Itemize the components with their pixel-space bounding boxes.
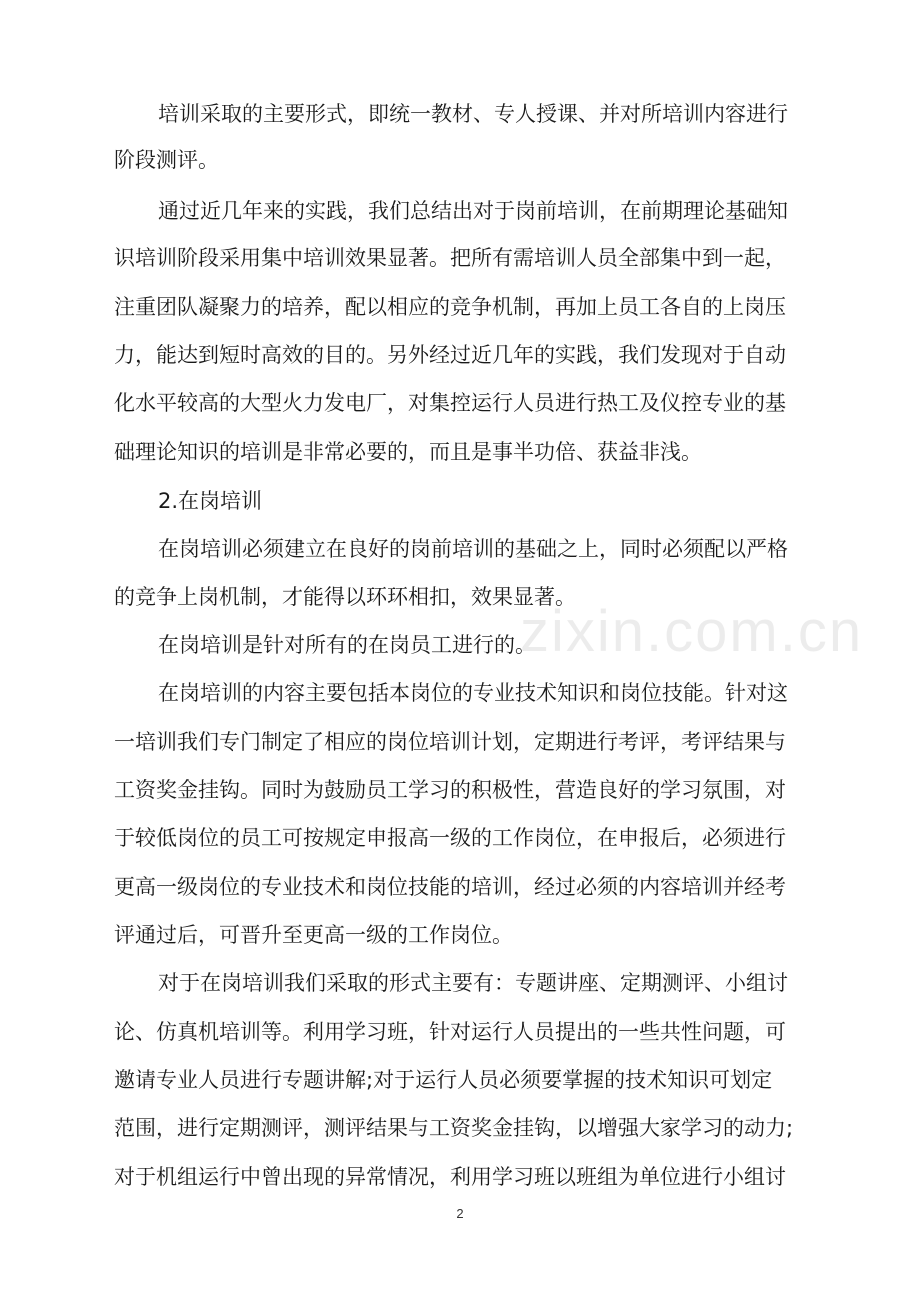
text-line: 邀请专业人员进行专题讲解;对于运行人员必须要掌握的技术知识可划定 xyxy=(114,1068,773,1092)
text-line: 化水平较高的大型火力发电厂，对集控运行人员进行热工及仪控专业的基 xyxy=(114,391,786,415)
text-line: 识培训阶段采用集中培训效果显著。把所有需培训人员全部集中到一起， xyxy=(114,246,786,270)
text-line: 于较低岗位的员工可按规定申报高一级的工作岗位，在申报后，必须进行 xyxy=(114,826,786,850)
text-line: 范围，进行定期测评，测评结果与工资奖金挂钩，以增强大家学习的动力; xyxy=(114,1116,794,1140)
text-line: 在岗培训必须建立在良好的岗前培训的基础之上，同时必须配以严格 xyxy=(158,537,788,561)
text-line: 工资奖金挂钩。同时为鼓励员工学习的积极性，营造良好的学习氛围，对 xyxy=(114,778,786,802)
text-line: 力，能达到短时高效的目的。另外经过近几年的实践，我们发现对于自动 xyxy=(114,343,786,367)
section-heading: 2.在岗培训 xyxy=(158,489,263,513)
text-line: 阶段测评。 xyxy=(114,148,219,172)
text-line: 对于在岗培训我们采取的形式主要有：专题讲座、定期测评、小组讨 xyxy=(158,971,788,995)
text-line: 培训采取的主要形式，即统一教材、专人授课、并对所培训内容进行 xyxy=(158,102,788,126)
text-line: 注重团队凝聚力的培养，配以相应的竞争机制，再加上员工各自的上岗压 xyxy=(114,295,786,319)
text-line: 对于机组运行中曾出现的异常情况，利用学习班以班组为单位进行小组讨 xyxy=(114,1165,786,1189)
watermark: zixin.com.cn xyxy=(520,599,864,664)
text-line: 础理论知识的培训是非常必要的，而且是事半功倍、获益非浅。 xyxy=(114,440,702,464)
page-number: 2 xyxy=(456,1206,464,1221)
text-line: 在岗培训的内容主要包括本岗位的专业技术知识和岗位技能。针对这 xyxy=(158,681,788,705)
text-line: 在岗培训是针对所有的在岗员工进行的。 xyxy=(158,633,536,657)
text-line: 通过近几年来的实践，我们总结出对于岗前培训，在前期理论基础知 xyxy=(158,199,788,223)
text-line: 论、仿真机培训等。利用学习班，针对运行人员提出的一些共性问题，可 xyxy=(114,1020,786,1044)
text-line: 一培训我们专门制定了相应的岗位培训计划，定期进行考评，考评结果与 xyxy=(114,730,786,754)
text-line: 的竞争上岗机制，才能得以环环相扣，效果显著。 xyxy=(114,585,576,609)
text-line: 更高一级岗位的专业技术和岗位技能的培训，经过必须的内容培训并经考 xyxy=(114,875,786,899)
text-line: 评通过后，可晋升至更高一级的工作岗位。 xyxy=(114,923,513,947)
